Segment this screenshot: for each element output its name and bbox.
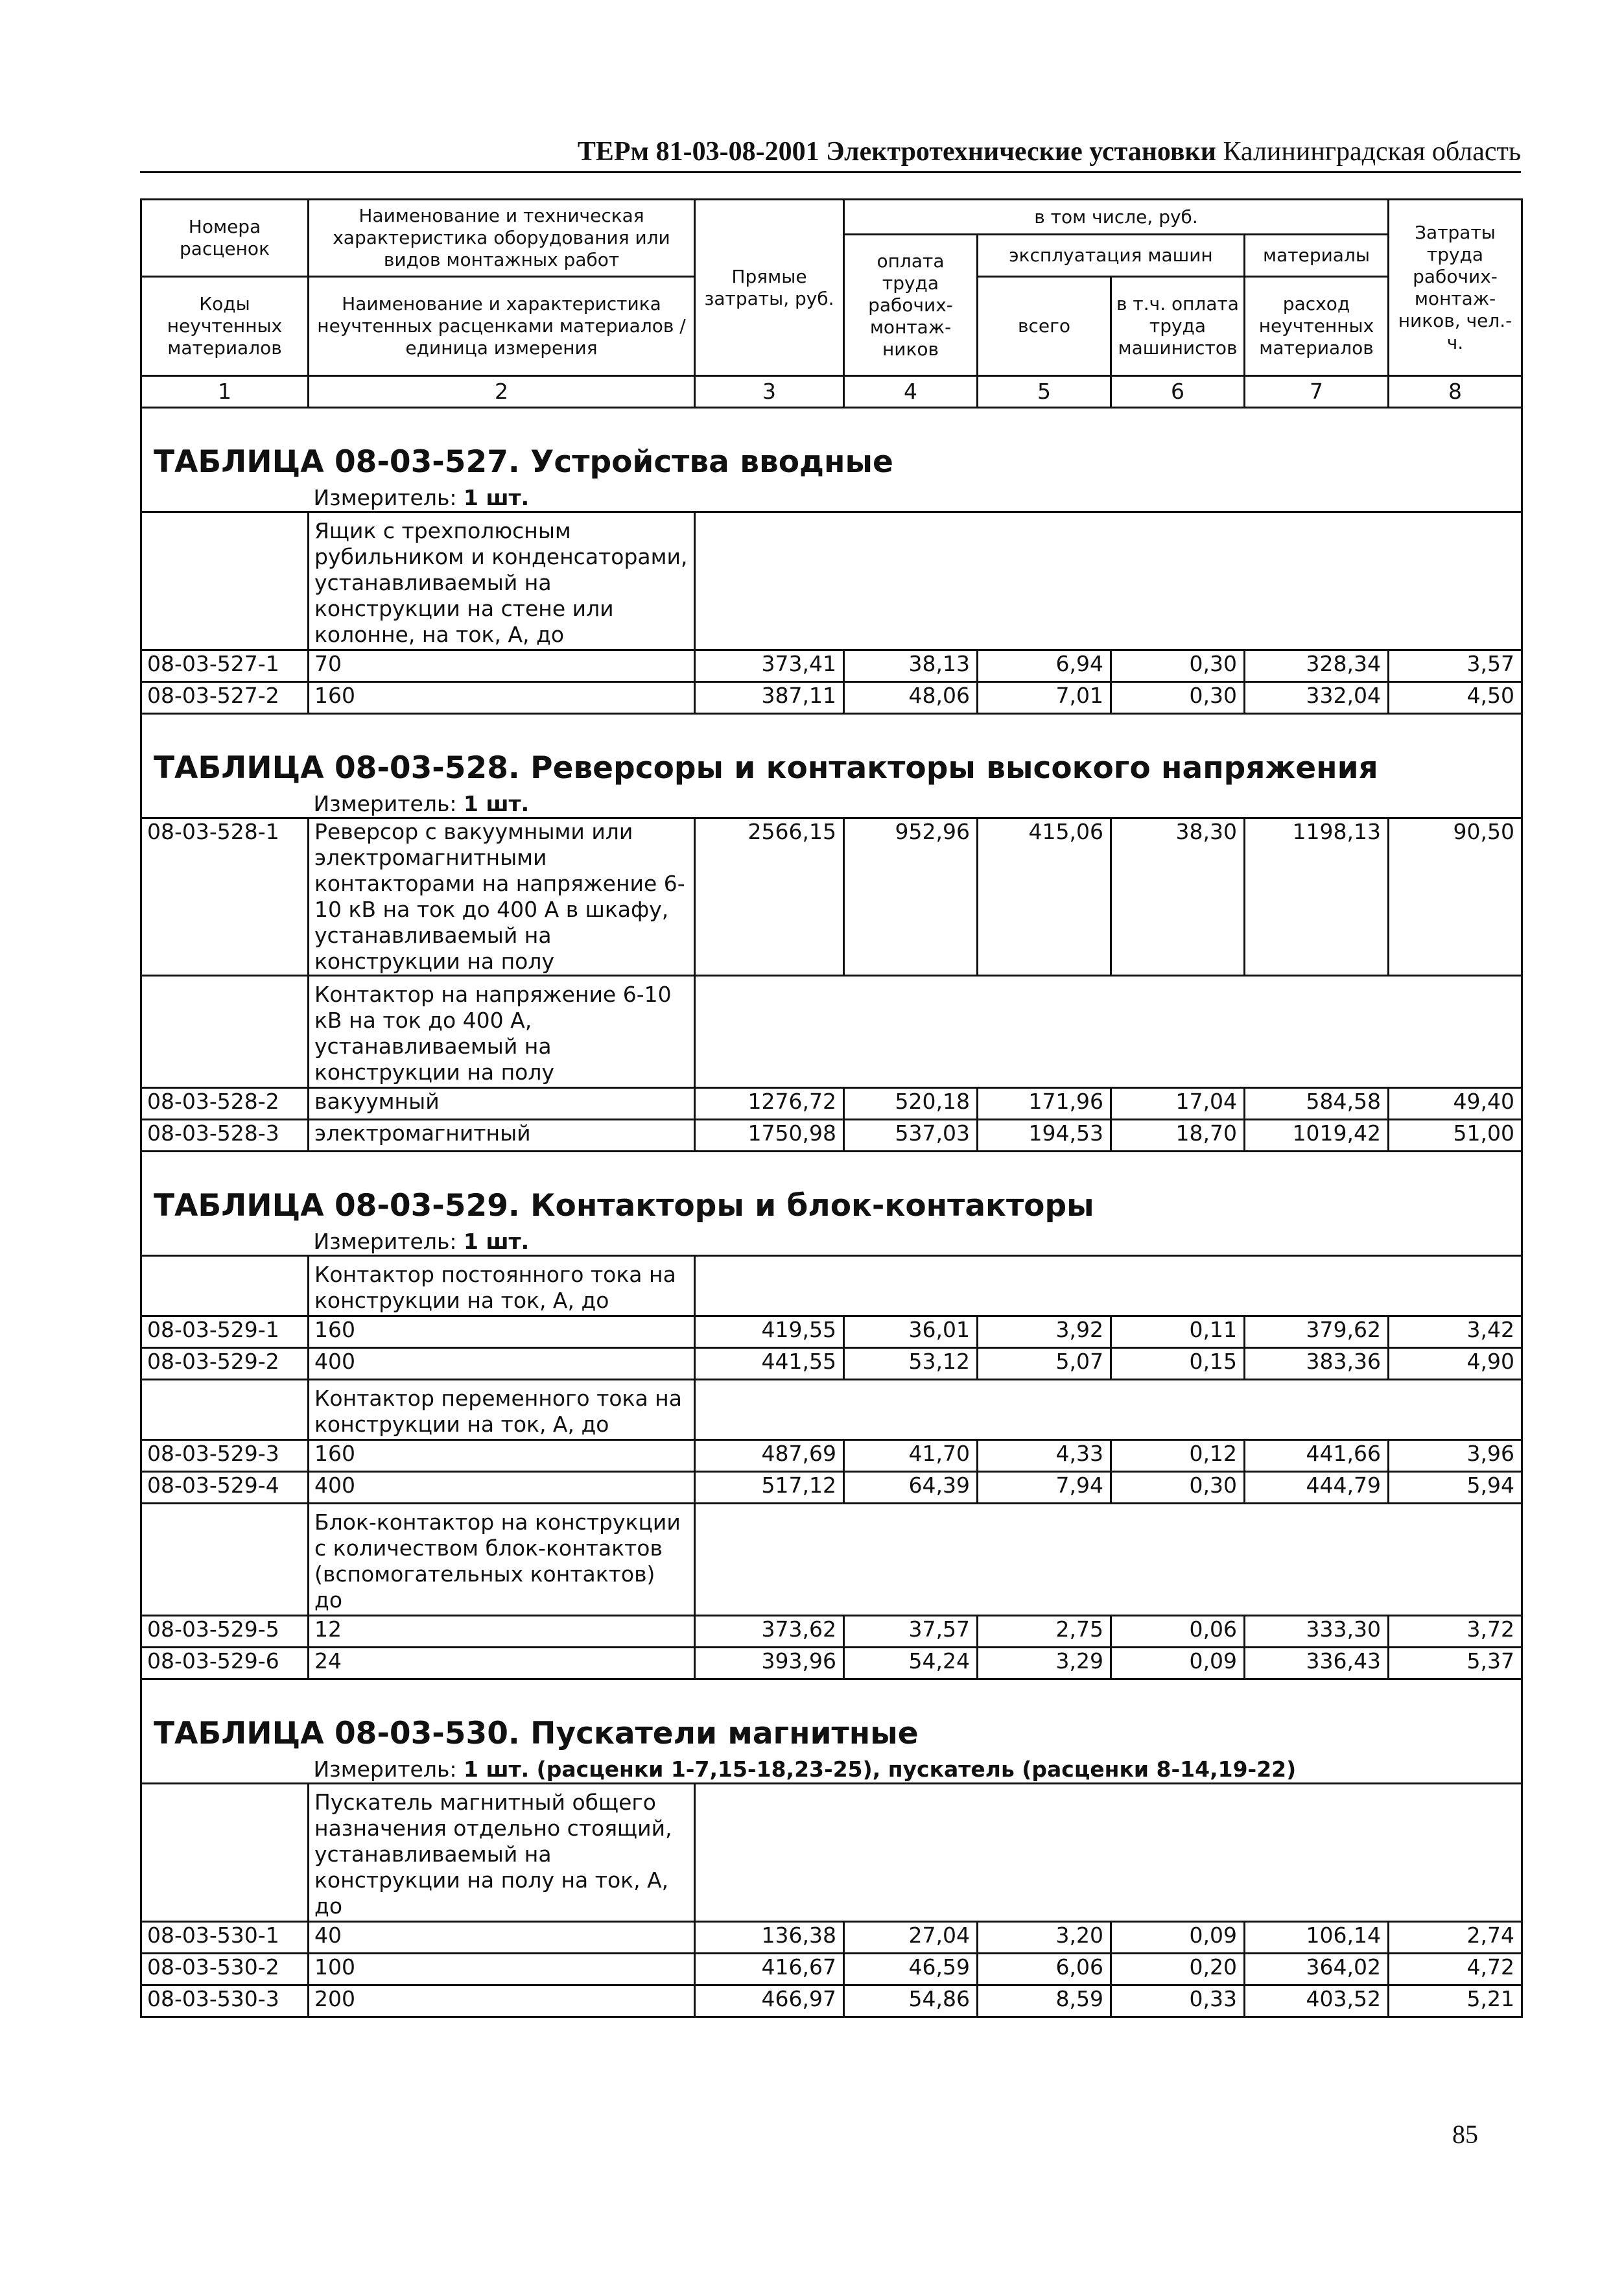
rate-name: 100 — [309, 1954, 695, 1985]
header-col4: оплата труда рабочих-монтаж-ников — [844, 235, 978, 376]
group-description-row — [141, 976, 1522, 1088]
measure-spacer — [141, 485, 309, 512]
group-description-row — [141, 512, 1522, 650]
section-title-row — [141, 714, 1522, 792]
header-materials: материалы — [1245, 235, 1389, 277]
measure-spacer — [141, 1757, 309, 1784]
group-description-row — [141, 1256, 1522, 1316]
measure-cell — [309, 1757, 1389, 1784]
section-title-row — [141, 1152, 1522, 1229]
rate-name: 160 — [309, 682, 695, 714]
value-c7: 444,79 — [1245, 1472, 1389, 1504]
group-description: Контактор на напряжение 6-10 кВ на ток до 400 А, устанавливаемый на конструкции на полу — [309, 976, 695, 1088]
empty-cell — [141, 512, 309, 650]
table-row — [141, 650, 1522, 682]
col-number: 4 — [844, 376, 978, 408]
value-c7: 332,04 — [1245, 682, 1389, 714]
group-description-row — [141, 1380, 1522, 1440]
value-c7: 1198,13 — [1245, 818, 1389, 976]
value-c8: 2,74 — [1389, 1922, 1522, 1954]
value-c6: 0,12 — [1111, 1440, 1245, 1472]
rate-name: 160 — [309, 1440, 695, 1472]
value-c3: 466,97 — [695, 1985, 844, 2017]
value-c5: 171,96 — [978, 1088, 1111, 1120]
value-c8: 4,72 — [1389, 1954, 1522, 1985]
value-c6: 0,15 — [1111, 1348, 1245, 1380]
col-number: 2 — [309, 376, 695, 408]
value-c3: 487,69 — [695, 1440, 844, 1472]
value-c6: 17,04 — [1111, 1088, 1245, 1120]
measure-value: 1 шт. (расценки 1-7,15-18,23-25), пускатель (расценки 8-14,19-22) — [464, 1757, 1297, 1782]
value-c6: 0,30 — [1111, 682, 1245, 714]
empty-cell — [141, 1504, 309, 1616]
value-c8: 5,37 — [1389, 1648, 1522, 1679]
value-c8: 90,50 — [1389, 818, 1522, 976]
col-number: 7 — [1245, 376, 1389, 408]
rate-code: 08-03-529-1 — [141, 1316, 309, 1348]
table-row — [141, 1985, 1522, 2017]
value-c4: 64,39 — [844, 1472, 978, 1504]
header-col6: в т.ч. оплата труда машинистов — [1111, 277, 1245, 376]
measure-value: 1 шт. — [464, 485, 530, 510]
value-c4: 37,57 — [844, 1616, 978, 1648]
doc-code: ТЕРм 81-03-08-2001 — [577, 137, 819, 167]
measure-cell — [309, 791, 1389, 818]
header-col2-top: Наименование и техническая характеристика оборудования или видов монтажных работ — [309, 200, 695, 277]
value-c7: 379,62 — [1245, 1316, 1389, 1348]
value-c5: 3,29 — [978, 1648, 1111, 1679]
table-row — [141, 1616, 1522, 1648]
value-c7: 336,43 — [1245, 1648, 1389, 1679]
value-c5: 3,20 — [978, 1922, 1111, 1954]
value-c5: 8,59 — [978, 1985, 1111, 2017]
section-title-row — [141, 408, 1522, 486]
measure-row — [141, 791, 1522, 818]
value-c3: 419,55 — [695, 1316, 844, 1348]
header-col8: Затраты труда рабочих-монтаж-ников, чел.-ч. — [1389, 200, 1522, 376]
rate-code: 08-03-527-2 — [141, 682, 309, 714]
table-row — [141, 1472, 1522, 1504]
measure-label: Измеритель: — [313, 791, 457, 816]
value-c7: 584,58 — [1245, 1088, 1389, 1120]
value-c3: 416,67 — [695, 1954, 844, 1985]
measure-value: 1 шт. — [464, 791, 530, 816]
section-title-row — [141, 1679, 1522, 1757]
header-col5: всего — [978, 277, 1111, 376]
col-number: 3 — [695, 376, 844, 408]
rate-name: 40 — [309, 1922, 695, 1954]
table-row — [141, 1316, 1522, 1348]
col-number: 6 — [1111, 376, 1245, 408]
value-c6: 38,30 — [1111, 818, 1245, 976]
table-row — [141, 1348, 1522, 1380]
value-c3: 373,62 — [695, 1616, 844, 1648]
value-c7: 1019,42 — [1245, 1120, 1389, 1152]
table-row — [141, 1120, 1522, 1152]
value-c8: 3,42 — [1389, 1316, 1522, 1348]
value-c5: 2,75 — [978, 1616, 1111, 1648]
measure-row — [141, 1229, 1522, 1256]
col-number: 1 — [141, 376, 309, 408]
value-c5: 6,94 — [978, 650, 1111, 682]
rate-name: 400 — [309, 1472, 695, 1504]
group-description: Ящик с трехполюсным рубильником и конденсаторами, устанавливаемый на конструкции на стене или колонне, на ток, А, до — [309, 512, 695, 650]
rate-code: 08-03-529-3 — [141, 1440, 309, 1472]
table-row — [141, 1088, 1522, 1120]
value-c6: 0,20 — [1111, 1954, 1245, 1985]
rate-name: вакуумный — [309, 1088, 695, 1120]
measure-spacer — [141, 1229, 309, 1256]
header-col3: Прямые затраты, руб. — [695, 200, 844, 376]
value-c7: 106,14 — [1245, 1922, 1389, 1954]
measure-label: Измеритель: — [313, 1757, 457, 1782]
header-col7: расход неучтенных материалов — [1245, 277, 1389, 376]
measure-spacer — [141, 791, 309, 818]
value-c3: 2566,15 — [695, 818, 844, 976]
rate-name: электромагнитный — [309, 1120, 695, 1152]
rate-code: 08-03-529-4 — [141, 1472, 309, 1504]
value-c8: 49,40 — [1389, 1088, 1522, 1120]
group-description-row — [141, 1784, 1522, 1922]
value-c8: 51,00 — [1389, 1120, 1522, 1152]
group-description: Пускатель магнитный общего назначения отдельно стоящий, устанавливаемый на конструкции на полу на ток, А, до — [309, 1784, 695, 1922]
value-c3: 136,38 — [695, 1922, 844, 1954]
value-c4: 54,24 — [844, 1648, 978, 1679]
value-c4: 537,03 — [844, 1120, 978, 1152]
value-c5: 3,92 — [978, 1316, 1111, 1348]
table-row — [141, 1440, 1522, 1472]
group-description: Блок-контактор на конструкции с количеством блок-контактов (вспомогательных контактов) до — [309, 1504, 695, 1616]
value-c8: 3,96 — [1389, 1440, 1522, 1472]
measure-spacer — [1389, 485, 1522, 512]
section-title: ТАБЛИЦА 08-03-527. Устройства вводные — [141, 408, 1522, 486]
value-c5: 5,07 — [978, 1348, 1111, 1380]
rate-code: 08-03-527-1 — [141, 650, 309, 682]
value-c4: 38,13 — [844, 650, 978, 682]
group-description-row — [141, 1504, 1522, 1616]
value-c7: 333,30 — [1245, 1616, 1389, 1648]
measure-cell — [309, 1229, 1389, 1256]
rate-code: 08-03-529-6 — [141, 1648, 309, 1679]
value-c5: 194,53 — [978, 1120, 1111, 1152]
value-c6: 0,30 — [1111, 650, 1245, 682]
measure-row — [141, 485, 1522, 512]
rate-name: 160 — [309, 1316, 695, 1348]
value-c5: 4,33 — [978, 1440, 1111, 1472]
value-c4: 48,06 — [844, 682, 978, 714]
value-c8: 4,50 — [1389, 682, 1522, 714]
table-row — [141, 682, 1522, 714]
rate-name: 400 — [309, 1348, 695, 1380]
value-c3: 387,11 — [695, 682, 844, 714]
value-c6: 0,30 — [1111, 1472, 1245, 1504]
header-col1-top: Номера расценок — [141, 200, 309, 277]
value-c4: 54,86 — [844, 1985, 978, 2017]
rate-code: 08-03-528-1 — [141, 818, 309, 976]
header-incl: в том числе, руб. — [844, 200, 1389, 235]
rate-code: 08-03-528-3 — [141, 1120, 309, 1152]
doc-region: Калининградская область — [1223, 137, 1521, 167]
group-description: Контактор переменного тока на конструкции на ток, А, до — [309, 1380, 695, 1440]
empty-cell — [141, 1784, 309, 1922]
value-c4: 53,12 — [844, 1348, 978, 1380]
value-c3: 1750,98 — [695, 1120, 844, 1152]
empty-cell — [695, 512, 1522, 650]
value-c8: 5,94 — [1389, 1472, 1522, 1504]
measure-row — [141, 1757, 1522, 1784]
value-c5: 415,06 — [978, 818, 1111, 976]
value-c3: 441,55 — [695, 1348, 844, 1380]
empty-cell — [695, 1504, 1522, 1616]
empty-cell — [695, 976, 1522, 1088]
table-row — [141, 1648, 1522, 1679]
rate-code: 08-03-528-2 — [141, 1088, 309, 1120]
header-col2-bottom: Наименование и характеристика неучтенных расценками материалов / единица измерения — [309, 277, 695, 376]
rate-name: 200 — [309, 1985, 695, 2017]
value-c6: 0,11 — [1111, 1316, 1245, 1348]
group-description: Контактор постоянного тока на конструкции на ток, А, до — [309, 1256, 695, 1316]
table-row — [141, 1922, 1522, 1954]
empty-cell — [141, 976, 309, 1088]
value-c4: 46,59 — [844, 1954, 978, 1985]
value-c6: 0,33 — [1111, 1985, 1245, 2017]
empty-cell — [695, 1380, 1522, 1440]
value-c7: 403,52 — [1245, 1985, 1389, 2017]
value-c3: 1276,72 — [695, 1088, 844, 1120]
value-c8: 5,21 — [1389, 1985, 1522, 2017]
header-col1-bottom: Коды неучтенных материалов — [141, 277, 309, 376]
page-number: 85 — [1452, 2120, 1478, 2149]
table-row — [141, 818, 1522, 976]
measure-spacer — [1389, 1229, 1522, 1256]
measure-label: Измеритель: — [313, 485, 457, 510]
header-machines: эксплуатация машин — [978, 235, 1245, 277]
value-c6: 18,70 — [1111, 1120, 1245, 1152]
value-c4: 520,18 — [844, 1088, 978, 1120]
value-c8: 4,90 — [1389, 1348, 1522, 1380]
value-c6: 0,09 — [1111, 1648, 1245, 1679]
value-c5: 7,94 — [978, 1472, 1111, 1504]
value-c8: 3,72 — [1389, 1616, 1522, 1648]
value-c4: 27,04 — [844, 1922, 978, 1954]
measure-value: 1 шт. — [464, 1229, 530, 1254]
value-c3: 517,12 — [695, 1472, 844, 1504]
section-title: ТАБЛИЦА 08-03-529. Контакторы и блок-контакторы — [141, 1152, 1522, 1229]
empty-cell — [695, 1256, 1522, 1316]
section-title: ТАБЛИЦА 08-03-528. Реверсоры и контакторы высокого напряжения — [141, 714, 1522, 792]
rate-code: 08-03-529-2 — [141, 1348, 309, 1380]
rate-code: 08-03-530-3 — [141, 1985, 309, 2017]
document-header — [140, 135, 1521, 173]
value-c4: 952,96 — [844, 818, 978, 976]
value-c7: 383,36 — [1245, 1348, 1389, 1380]
value-c7: 364,02 — [1245, 1954, 1389, 1985]
value-c7: 441,66 — [1245, 1440, 1389, 1472]
value-c3: 393,96 — [695, 1648, 844, 1679]
rate-code: 08-03-529-5 — [141, 1616, 309, 1648]
measure-spacer — [1389, 1757, 1522, 1784]
value-c6: 0,06 — [1111, 1616, 1245, 1648]
rates-table — [140, 198, 1523, 2018]
value-c5: 7,01 — [978, 682, 1111, 714]
value-c6: 0,09 — [1111, 1922, 1245, 1954]
rate-name: Реверсор с вакуумными или электромагнитными контакторами на напряжение 6-10 кВ на ток до 400 А в шкафу, устанавливаемый на конструкции на полу — [309, 818, 695, 976]
value-c5: 6,06 — [978, 1954, 1111, 1985]
rate-name: 70 — [309, 650, 695, 682]
value-c4: 41,70 — [844, 1440, 978, 1472]
value-c4: 36,01 — [844, 1316, 978, 1348]
rate-code: 08-03-530-2 — [141, 1954, 309, 1985]
empty-cell — [141, 1256, 309, 1316]
section-title: ТАБЛИЦА 08-03-530. Пускатели магнитные — [141, 1679, 1522, 1757]
rate-name: 12 — [309, 1616, 695, 1648]
measure-spacer — [1389, 791, 1522, 818]
rate-code: 08-03-530-1 — [141, 1922, 309, 1954]
measure-cell — [309, 485, 1389, 512]
rate-name: 24 — [309, 1648, 695, 1679]
value-c7: 328,34 — [1245, 650, 1389, 682]
col-number: 8 — [1389, 376, 1522, 408]
empty-cell — [695, 1784, 1522, 1922]
value-c3: 373,41 — [695, 650, 844, 682]
empty-cell — [141, 1380, 309, 1440]
col-number: 5 — [978, 376, 1111, 408]
doc-title: Электротехнические установки — [826, 137, 1216, 167]
measure-label: Измеритель: — [313, 1229, 457, 1254]
table-row — [141, 1954, 1522, 1985]
value-c8: 3,57 — [1389, 650, 1522, 682]
